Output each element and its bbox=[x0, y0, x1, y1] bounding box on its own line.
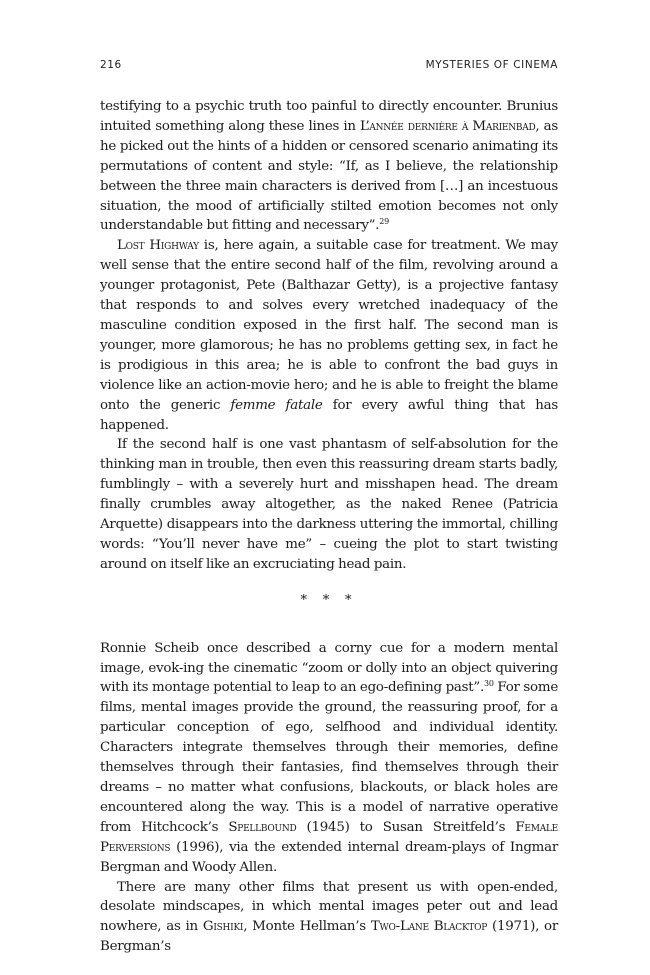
text-run: , as he picked out the hints of a hidden or censored scenario animating its permutations of content and style: “If, as I believe, the relationship between the three main characters is derived from […] an incestuous situation, the mood of artificially stilted emotion becomes not only understandable but fitting and necessary”. bbox=[100, 118, 558, 234]
film-title: Two-Lane Blacktop bbox=[370, 919, 488, 935]
paragraph bbox=[100, 97, 558, 236]
section-break: * * * bbox=[300, 592, 358, 608]
film-title: Gishiki bbox=[202, 919, 244, 935]
text-run: (1971), or Bergman’s bbox=[100, 919, 558, 955]
paragraph bbox=[100, 236, 558, 435]
text-run: for every awful thing that has happened. bbox=[100, 397, 558, 433]
italic-term: femme fatale bbox=[230, 397, 323, 413]
text-run: (1945) to Susan Streitfeld’s bbox=[296, 819, 516, 835]
text-run: If the second half is one vast phantasm of self-absolution for the thinking man in trouble, then even this reassuring dream starts badly, fumblingly – with a severely hurt and misshapen head. The dream finally crumbles away altogether, as the naked Renee (Patricia Arquette) disappears into the darkness uttering the immortal, chilling words: “You’ll never have me” – cueing the plot to start twisting around on itself like an excruciating head pain. bbox=[100, 437, 558, 572]
footnote-marker: 30 bbox=[484, 679, 494, 689]
text-run: For some films, mental images provide the ground, the reassuring proof, for a particular conception of ego, selfhood and individual identity. Characters integrate themselves through their memories, define themselves through their fantasies, find themselves through their dreams – no matter what confusions, blackouts, or black holes are encountered along the way. This is a model of narrative operative from Hitchcock’s bbox=[100, 680, 558, 835]
text-run: (1996), via the extended internal dream-plays of Ingmar Bergman and Woody Allen. bbox=[100, 839, 558, 875]
page-number: 216 bbox=[100, 59, 122, 71]
paragraph bbox=[100, 435, 558, 574]
text-run: There are many other films that present us with open-ended, desolate mindscapes, in which mental images peter out and lead nowhere, as in bbox=[100, 879, 558, 935]
footnote-marker: 29 bbox=[379, 217, 389, 227]
running-head bbox=[100, 59, 558, 77]
film-title: Lost Highway bbox=[117, 238, 199, 254]
text-run: testifying to a psychic truth too painful to directly encounter. Brunius intuited something along these lines in bbox=[100, 99, 558, 134]
film-title: L’année dernière à Marienbad bbox=[360, 118, 536, 134]
film-title: Spellbound bbox=[228, 819, 297, 835]
text-run: Ronnie Scheib once described a corny cue for a modern mental image, evok-ing the cinematic “zoom or dolly into an object quivering with its montage potential to leap to an ego-defining past”. bbox=[100, 640, 558, 696]
running-title: MYSTERIES OF CINEMA bbox=[425, 59, 558, 71]
text-run: is, here again, a suitable case for treatment. We may well sense that the entire second half of the film, revolving around a younger protagonist, Pete (Balthazar Getty), is a projective fantasy that responds to and solves every wretched inadequacy of the masculine condition exposed in the first half. The second man is younger, more glamorous; he has no problems getting sex, in fact he is prodigious in this area; he is able to confront the bad guys in violence like an action-movie hero; and he is able to freight the blame onto the generic bbox=[100, 238, 559, 413]
paragraph bbox=[100, 878, 558, 958]
film-title: Female Perversions bbox=[100, 819, 558, 855]
paragraph bbox=[100, 639, 558, 878]
text-run: , Monte Hellman’s bbox=[243, 919, 371, 935]
body-text bbox=[100, 97, 558, 957]
